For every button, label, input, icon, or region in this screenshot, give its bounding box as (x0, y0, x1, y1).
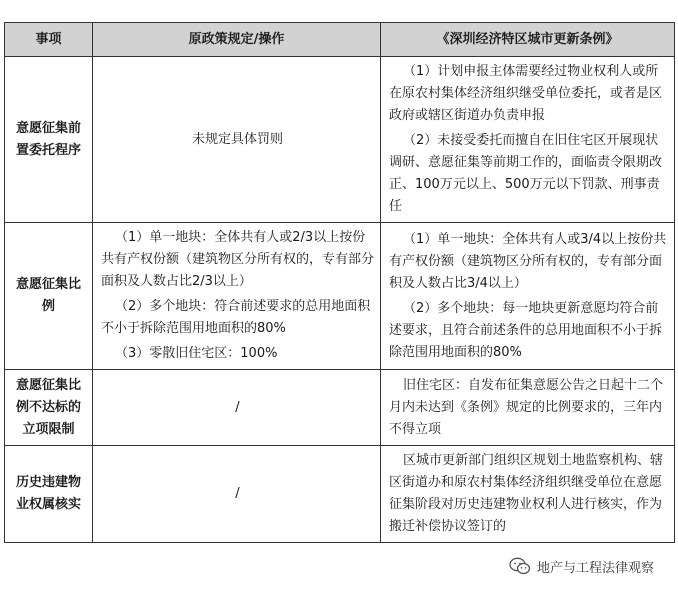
original-policy-cell (93, 223, 381, 370)
original-policy-cell (93, 57, 381, 223)
watermark-text: 地产与工程法律观察 (536, 560, 654, 576)
cell-paragraph: 区城市更新部门组织区规划土地监察机构、辖区街道办和原农村集体经济组织继受单位在意愿征集阶段对历史违建物业权利人进行核实，作为搬迁补偿协议签订的 (389, 453, 664, 534)
policy-comparison-table (4, 22, 675, 543)
cell-text: / (235, 399, 240, 415)
table-row (5, 370, 675, 446)
row-item-label: 意愿征集比例 (5, 223, 93, 370)
cell-paragraph: （1）单一地块：全体共有人或2/3以上按份共有产权份额（建筑物区分所有权的，专有部分面积及人数占比2/3以上） (101, 230, 375, 289)
cell-paragraph: （1）单一地块：全体共有人或3/4以上按份共有产权份额（建筑物区分所有权的，专有部分面积及人数占比3/4以上） (389, 231, 667, 291)
table-row (5, 446, 675, 543)
table-row (5, 57, 675, 223)
cell-paragraph: 旧住宅区：自发布征集意愿公告之日起十二个月内未达到《条例》规定的比例要求的，三年内不得立项 (389, 377, 664, 437)
row-item-label: 历史违建物业权属核实 (5, 446, 93, 543)
account-watermark (505, 556, 658, 576)
cell-text: 未规定具体罚则 (191, 131, 283, 147)
table-header-row (5, 23, 675, 57)
cell-paragraph: （2）未接受委托而擅自在旧住宅区开展现状调研、意愿征集等前期工作的，面临责令限期改正、100万元以上、500万元以下罚款、刑事责任 (389, 133, 663, 214)
cell-paragraph: （3）零散旧住宅区：100% (115, 346, 278, 361)
new-regulation-cell (381, 57, 675, 223)
new-regulation-cell (381, 446, 675, 543)
original-policy-cell (93, 446, 381, 543)
new-regulation-cell (381, 370, 675, 446)
header-original-policy: 原政策规定/操作 (93, 23, 381, 57)
header-shenzhen-regulation: 《深圳经济特区城市更新条例》 (381, 23, 675, 57)
table-row (5, 223, 675, 370)
new-regulation-cell (381, 223, 675, 370)
cell-paragraph: （1）计划申报主体需要经过物业权利人或所在原农村集体经济组织继受单位委托，或者是区政府或辖区街道办负责申报 (389, 64, 663, 123)
wechat-icon (509, 557, 531, 575)
original-policy-cell (93, 370, 381, 446)
cell-paragraph: （2）多个地块：每一地块更新意愿均符合前述要求，且符合前述条件的总用地面积不小于拆除范围用地面积的80% (389, 300, 663, 360)
row-item-label: 意愿征集前置委托程序 (5, 57, 93, 223)
header-item: 事项 (5, 23, 93, 57)
cell-text: / (235, 486, 240, 501)
row-item-label: 意愿征集比例不达标的立项限制 (5, 370, 93, 446)
cell-paragraph: （2）多个地块：符合前述要求的总用地面积不小于拆除范围用地面积的80% (101, 299, 371, 336)
